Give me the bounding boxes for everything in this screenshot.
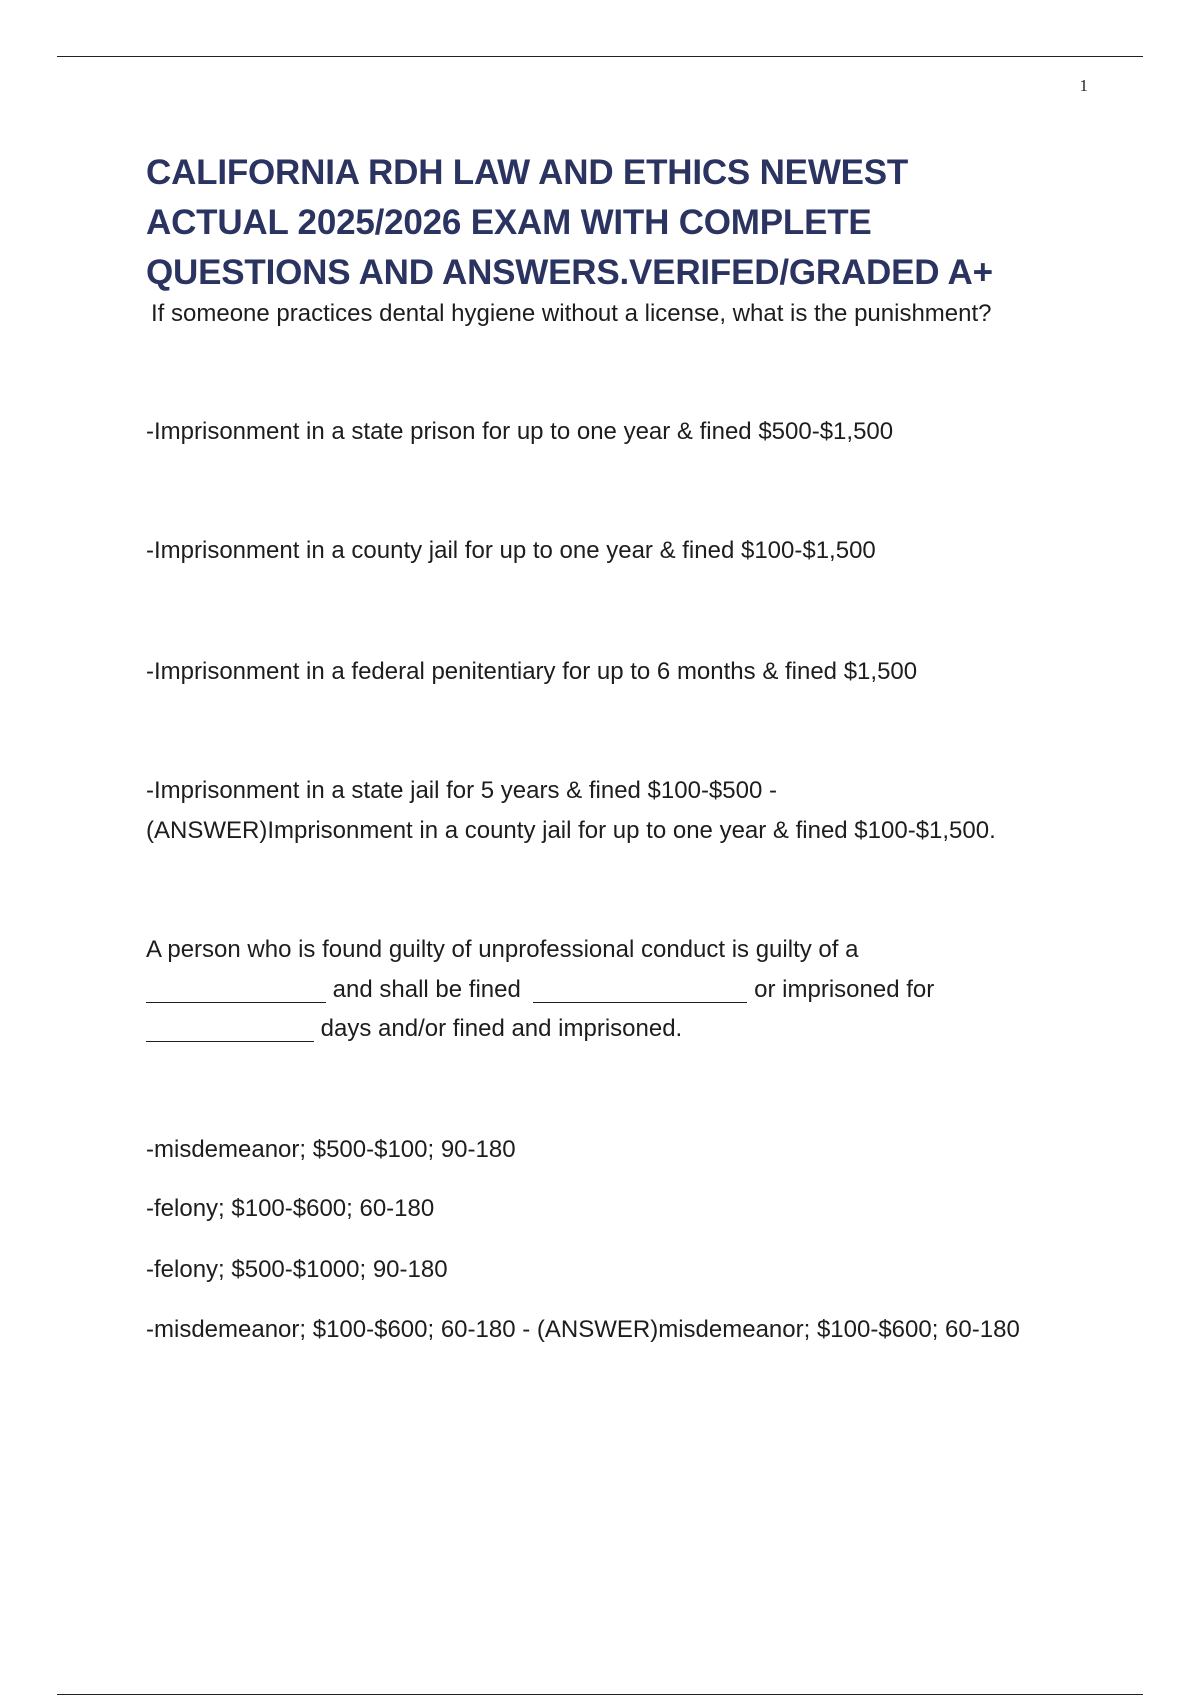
title-line-2: ACTUAL 2025/2026 EXAM WITH COMPLETE [146, 203, 872, 242]
footer-rule [57, 1694, 1143, 1695]
question-2-text-imprisoned: or imprisoned for [747, 976, 935, 1003]
title-line-3: QUESTIONS AND ANSWERS.VERIFED/GRADED A+ [146, 253, 993, 292]
question-1-text: If someone practices dental hygiene without a license, what is the punishment? [151, 300, 992, 327]
question-2-text-fined: and shall be fined [326, 976, 528, 1003]
question-2-option-d: -misdemeanor; $100-$600; 60-180 - (ANSWER)misdemeanor; $100-$600; 60-180 [146, 1316, 1020, 1343]
document-title [146, 148, 1106, 298]
answer-blank [533, 972, 747, 1003]
question-1-option-c: -Imprisonment in a federal penitentiary for up to 6 months & fined $1,500 [146, 658, 918, 685]
question-1-option-d: -Imprisonment in a state jail for 5 years & fined $100-$500 - [146, 777, 777, 804]
title-line-1: CALIFORNIA RDH LAW AND ETHICS NEWEST [146, 153, 909, 192]
question-1-option-b: -Imprisonment in a county jail for up to one year & fined $100-$1,500 [146, 537, 876, 564]
question-1-answer: (ANSWER)Imprisonment in a county jail for up to one year & fined $100-$1,500. [146, 817, 996, 844]
answer-blank [146, 1011, 314, 1042]
question-2-text-days: days and/or fined and imprisoned. [314, 1015, 683, 1042]
question-2-option-c: -felony; $500-$1000; 90-180 [146, 1256, 448, 1283]
question-2-line-1: A person who is found guilty of unprofessional conduct is guilty of a [146, 936, 859, 963]
question-2-option-b: -felony; $100-$600; 60-180 [146, 1195, 435, 1222]
header-rule [57, 56, 1143, 57]
question-2-option-a: -misdemeanor; $500-$100; 90-180 [146, 1136, 516, 1163]
question-2-line-2 [146, 970, 934, 1010]
question-2-line-3 [146, 1009, 682, 1049]
page-number: 1 [1079, 76, 1088, 95]
question-1-option-a: -Imprisonment in a state prison for up to one year & fined $500-$1,500 [146, 418, 894, 445]
answer-blank [146, 972, 326, 1003]
